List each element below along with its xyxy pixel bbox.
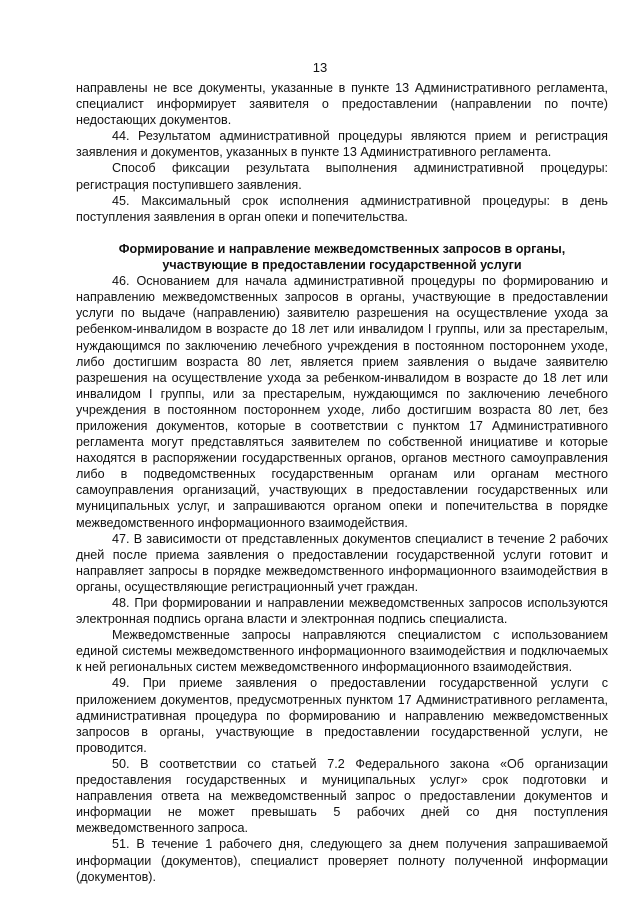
- paragraph-continuation: направлены не все документы, указанные в пункте 13 Административного регламента, специалист информирует заявителя о предоставлении (направлении по почте) недостающих документов.: [76, 81, 608, 128]
- document-body: [76, 80, 608, 885]
- paragraph-44: 44. Результатом административной процедуры являются прием и регистрация заявления и документов, указанных в пункте 13 Административного регламента.: [76, 129, 608, 160]
- paragraph-46: 46. Основанием для начала административной процедуры по формированию и направлению межведомственных запросов в органы, участвующие в предоставлении услуги по выдаче (направлению) заявителю разрешения на осуществление ухода за ребенком-инвалидом в возрасте до 18 лет или инвалидом I группы, или за престарелым, нуждающимся по заключению лечебного учреждения в постоянном постороннем уходе, либо достигшим возраста 80 лет, является прием заявления о выдаче заявителю разрешения на осуществление ухода за ребенком-инвалидом в возрасте до 18 лет или инвалидом I группы, или за престарелым, нуждающимся по заключению лечебного учреждения в постоянном постороннем уходе, либо достигшим возраста 80 лет, без приложения документов, которые в соответствии с пунктом 17 Административного регламента могут представляться заявителем по собственной инициативе и которые находятся в распоряжении государственных органов, органов местного самоуправления либо в подведомственных государственным органам или органам местного самоуправления организаций, участвующих в предоставлении государственных или муниципальных услуг, и запрашиваются органом опеки и попечительства в порядке межведомственного информационного взаимодействия.: [76, 274, 608, 530]
- section-heading: Формирование и направление межведомственных запросов в органы, участвующие в предоставлении государственной услуги: [118, 241, 566, 273]
- paragraph-49: 49. При приеме заявления о предоставлении государственной услуги с приложением документов, предусмотренных пунктом 17 Административного регламента, административная процедура по формированию и направлению межведомственных запросов в органы, участвующие в предоставлении государственной услуги, не проводится.: [76, 676, 608, 755]
- paragraph-47: 47. В зависимости от представленных документов специалист в течение 2 рабочих дней после приема заявления о предоставлении государственной услуги готовит и направляет запросы в порядке межведомственного информационного взаимодействия в органы, осуществляющие регистрационный учет граждан.: [76, 531, 608, 594]
- paragraph-45: 45. Максимальный срок исполнения административной процедуры: в день поступления заявления в орган опеки и попечительства.: [76, 193, 608, 224]
- paragraph-fixation-method: Способ фиксации результата выполнения административной процедуры: регистрация поступившего заявления.: [76, 161, 608, 192]
- paragraph-interagency-requests: Межведомственные запросы направляются специалистом с использованием единой системы межведомственного информационного взаимодействия и подключаемых к ней региональных систем межведомственного информационного взаимодействия.: [76, 628, 608, 675]
- paragraph-50: 50. В соответствии со статьей 7.2 Федерального закона «Об организации предоставления государственных и муниципальных услуг» срок подготовки и направления ответа на межведомственный запрос о предоставлении документов и информации не может превышать 5 рабочих дней со дня поступления межведомственного запроса.: [76, 756, 608, 836]
- paragraph-51: 51. В течение 1 рабочего дня, следующего за днем получения запрашиваемой информации (документов), специалист проверяет полноту полученной информации (документов).: [76, 837, 608, 884]
- paragraph-48: 48. При формировании и направлении межведомственных запросов используются электронная подпись органа власти и электронная подпись специалиста.: [76, 596, 608, 627]
- page-number: 13: [312, 60, 328, 75]
